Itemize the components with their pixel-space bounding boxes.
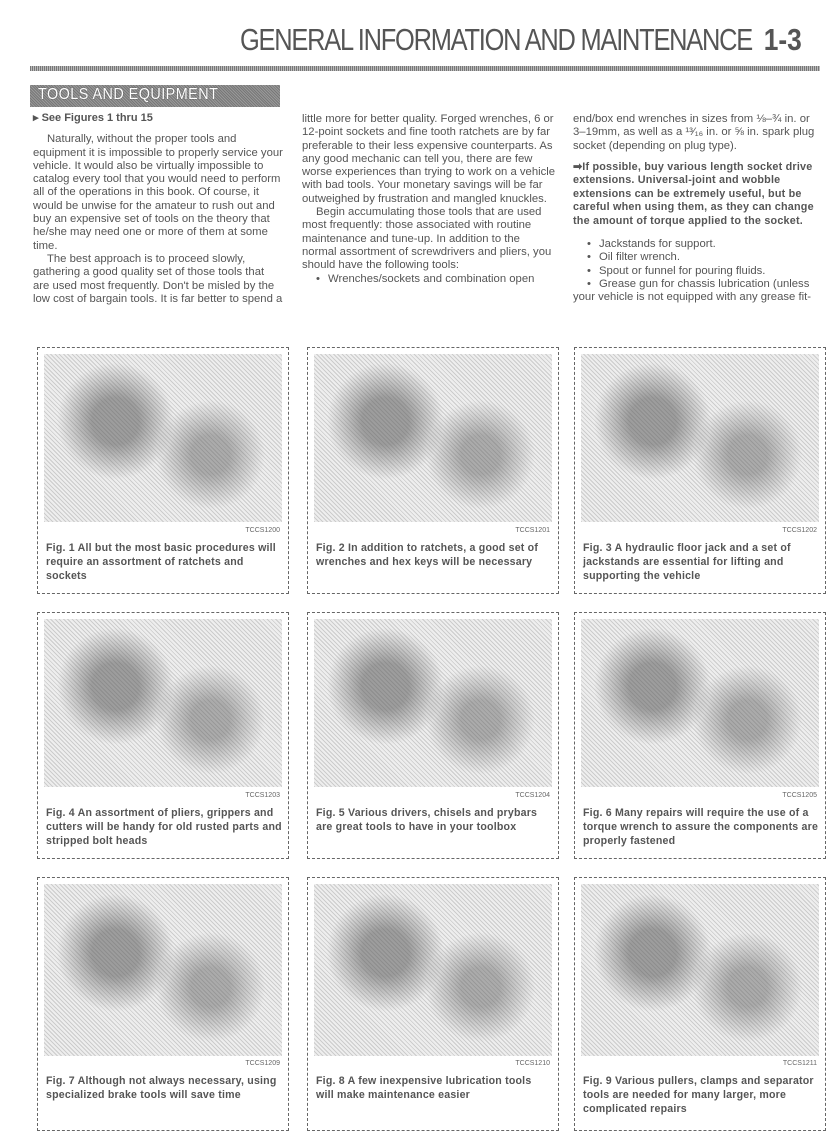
figure-7 [37, 877, 289, 1131]
figure-9 [574, 877, 826, 1131]
figure-1 [37, 347, 289, 594]
figure-code: TCCS1201 [515, 527, 550, 534]
page-header [240, 22, 810, 62]
figure-code: TCCS1200 [245, 527, 280, 534]
tool-list [573, 238, 818, 291]
figure-code: TCCS1202 [782, 527, 817, 534]
photo-pullers-clamps [581, 884, 819, 1056]
section-title: TOOLS AND EQUIPMENT [38, 86, 219, 103]
list-item: • Spout or funnel for pouring fluids. [587, 265, 818, 278]
figure-6 [574, 612, 826, 859]
chapter-title: GENERAL INFORMATION AND MAINTENANCE [240, 22, 753, 57]
figure-caption: Fig. 8 A few inexpensive lubrication tools will make maintenance easier [316, 1075, 532, 1101]
figure-code: TCCS1204 [515, 792, 550, 799]
paragraph: little more for better quality. Forged wrenches, 6 or 12-point sockets and fine tooth ratchets are by far preferable to their less expensive counterparts. As any good mechanic can tell you, there are few worse experiences than trying to work on a vehicle with bad tools. Your monetary savings will be far outweighed by frustration and mangled knuckles. [302, 113, 556, 205]
figure-caption: Fig. 3 A hydraulic floor jack and a set of jackstands are essential for lifting and supporting the vehicle [583, 542, 791, 582]
photo-lubrication-tools [314, 884, 552, 1056]
figure-2 [307, 347, 559, 594]
paragraph: your vehicle is not equipped with any grease fit- [573, 291, 811, 304]
paragraph: Begin accumulating those tools that are used most frequently: those associated with routine maintenance and tune-up. In addition to the normal assortment of screwdrivers and pliers, you should have the following tools: [302, 206, 552, 272]
figure-code: TCCS1211 [782, 1060, 817, 1067]
figure-5 [307, 612, 559, 859]
photo-torque-wrench [581, 619, 819, 787]
header-rule [30, 66, 820, 71]
photo-floor-jack [581, 354, 819, 522]
figure-caption: Fig. 4 An assortment of pliers, grippers and cutters will be handy for old rusted parts and stripped bolt heads [46, 807, 282, 847]
see-figures-reference: ▸ See Figures 1 thru 15 [33, 112, 153, 124]
text-column-3 [573, 113, 818, 304]
photo-drivers-chisels [314, 619, 552, 787]
text-column-1 [33, 112, 283, 306]
photo-brake-tools [44, 884, 282, 1056]
list-item: • Wrenches/sockets and combination open [316, 273, 557, 286]
list-item: • Oil filter wrench. [587, 251, 818, 264]
figure-caption: Fig. 7 Although not always necessary, using specialized brake tools will save time [46, 1075, 277, 1101]
figure-code: TCCS1205 [782, 792, 817, 799]
photo-wrenches-hex-keys [314, 354, 552, 522]
figure-caption: Fig. 2 In addition to ratchets, a good set of wrenches and hex keys will be necessary [316, 542, 539, 568]
list-item: • Jackstands for support. [587, 238, 818, 251]
photo-pliers [44, 619, 282, 787]
paragraph: Naturally, without the proper tools and equipment it is impossible to properly service your vehicle. It would also be virtually impossible to catalog every tool that you would need to perform all of the operations in this book. Of course, it would be unwise for the amateur to rush out and buy an expensive set of tools on the theory that he/she may need one or more of them at some time. [33, 133, 283, 252]
page-number: 1-3 [763, 22, 802, 57]
photo-ratchets-sockets [44, 354, 282, 522]
figure-code: TCCS1210 [515, 1060, 550, 1067]
section-heading [30, 85, 280, 107]
figure-8 [307, 877, 559, 1131]
text-column-2 [302, 113, 557, 286]
figure-3 [574, 347, 826, 594]
figure-caption: Fig. 6 Many repairs will require the use of a torque wrench to assure the components are properly fastened [583, 807, 819, 847]
paragraph: The best approach is to proceed slowly, gathering a good quality set of those tools that are used most frequently. Don't be misled by the low cost of bargain tools. It is far better to spend a [33, 252, 283, 305]
figure-code: TCCS1209 [245, 1060, 280, 1067]
figure-caption: Fig. 9 Various pullers, clamps and separator tools are needed for many larger, more complicated repairs [583, 1075, 814, 1115]
figure-caption: Fig. 5 Various drivers, chisels and prybars are great tools to have in your toolbox [316, 807, 538, 833]
list-item: • Grease gun for chassis lubrication (unless [587, 278, 818, 291]
figure-code: TCCS1203 [245, 792, 280, 799]
figure-caption: Fig. 1 All but the most basic procedures will require an assortment of ratchets and sockets [46, 542, 276, 582]
figure-4 [37, 612, 289, 859]
note-callout: ➡If possible, buy various length socket drive extensions. Universal-joint and wobble extensions can be extremely useful, but be careful when using them, as they can change the amount of torque applied to the socket. [573, 160, 814, 227]
tool-list [302, 273, 557, 286]
paragraph: end/box end wrenches in sizes from ⅛–¾ in. or 3–19mm, as well as a ¹³⁄₁₆ in. or ⅝ in. spark plug socket (depending on plug type). [573, 113, 815, 152]
